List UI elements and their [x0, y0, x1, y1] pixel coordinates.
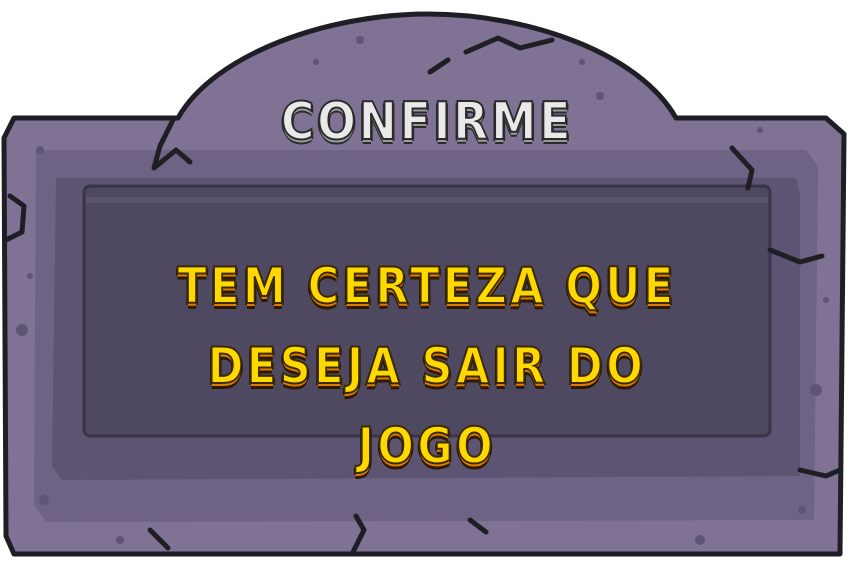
dialog-title: CONFIRME: [280, 92, 574, 152]
message-line-1: TEM CERTEZA QUE: [177, 257, 677, 315]
dialog-message: [84, 246, 770, 486]
message-line-2: DESEJA SAIR DO JOGO: [207, 337, 647, 475]
